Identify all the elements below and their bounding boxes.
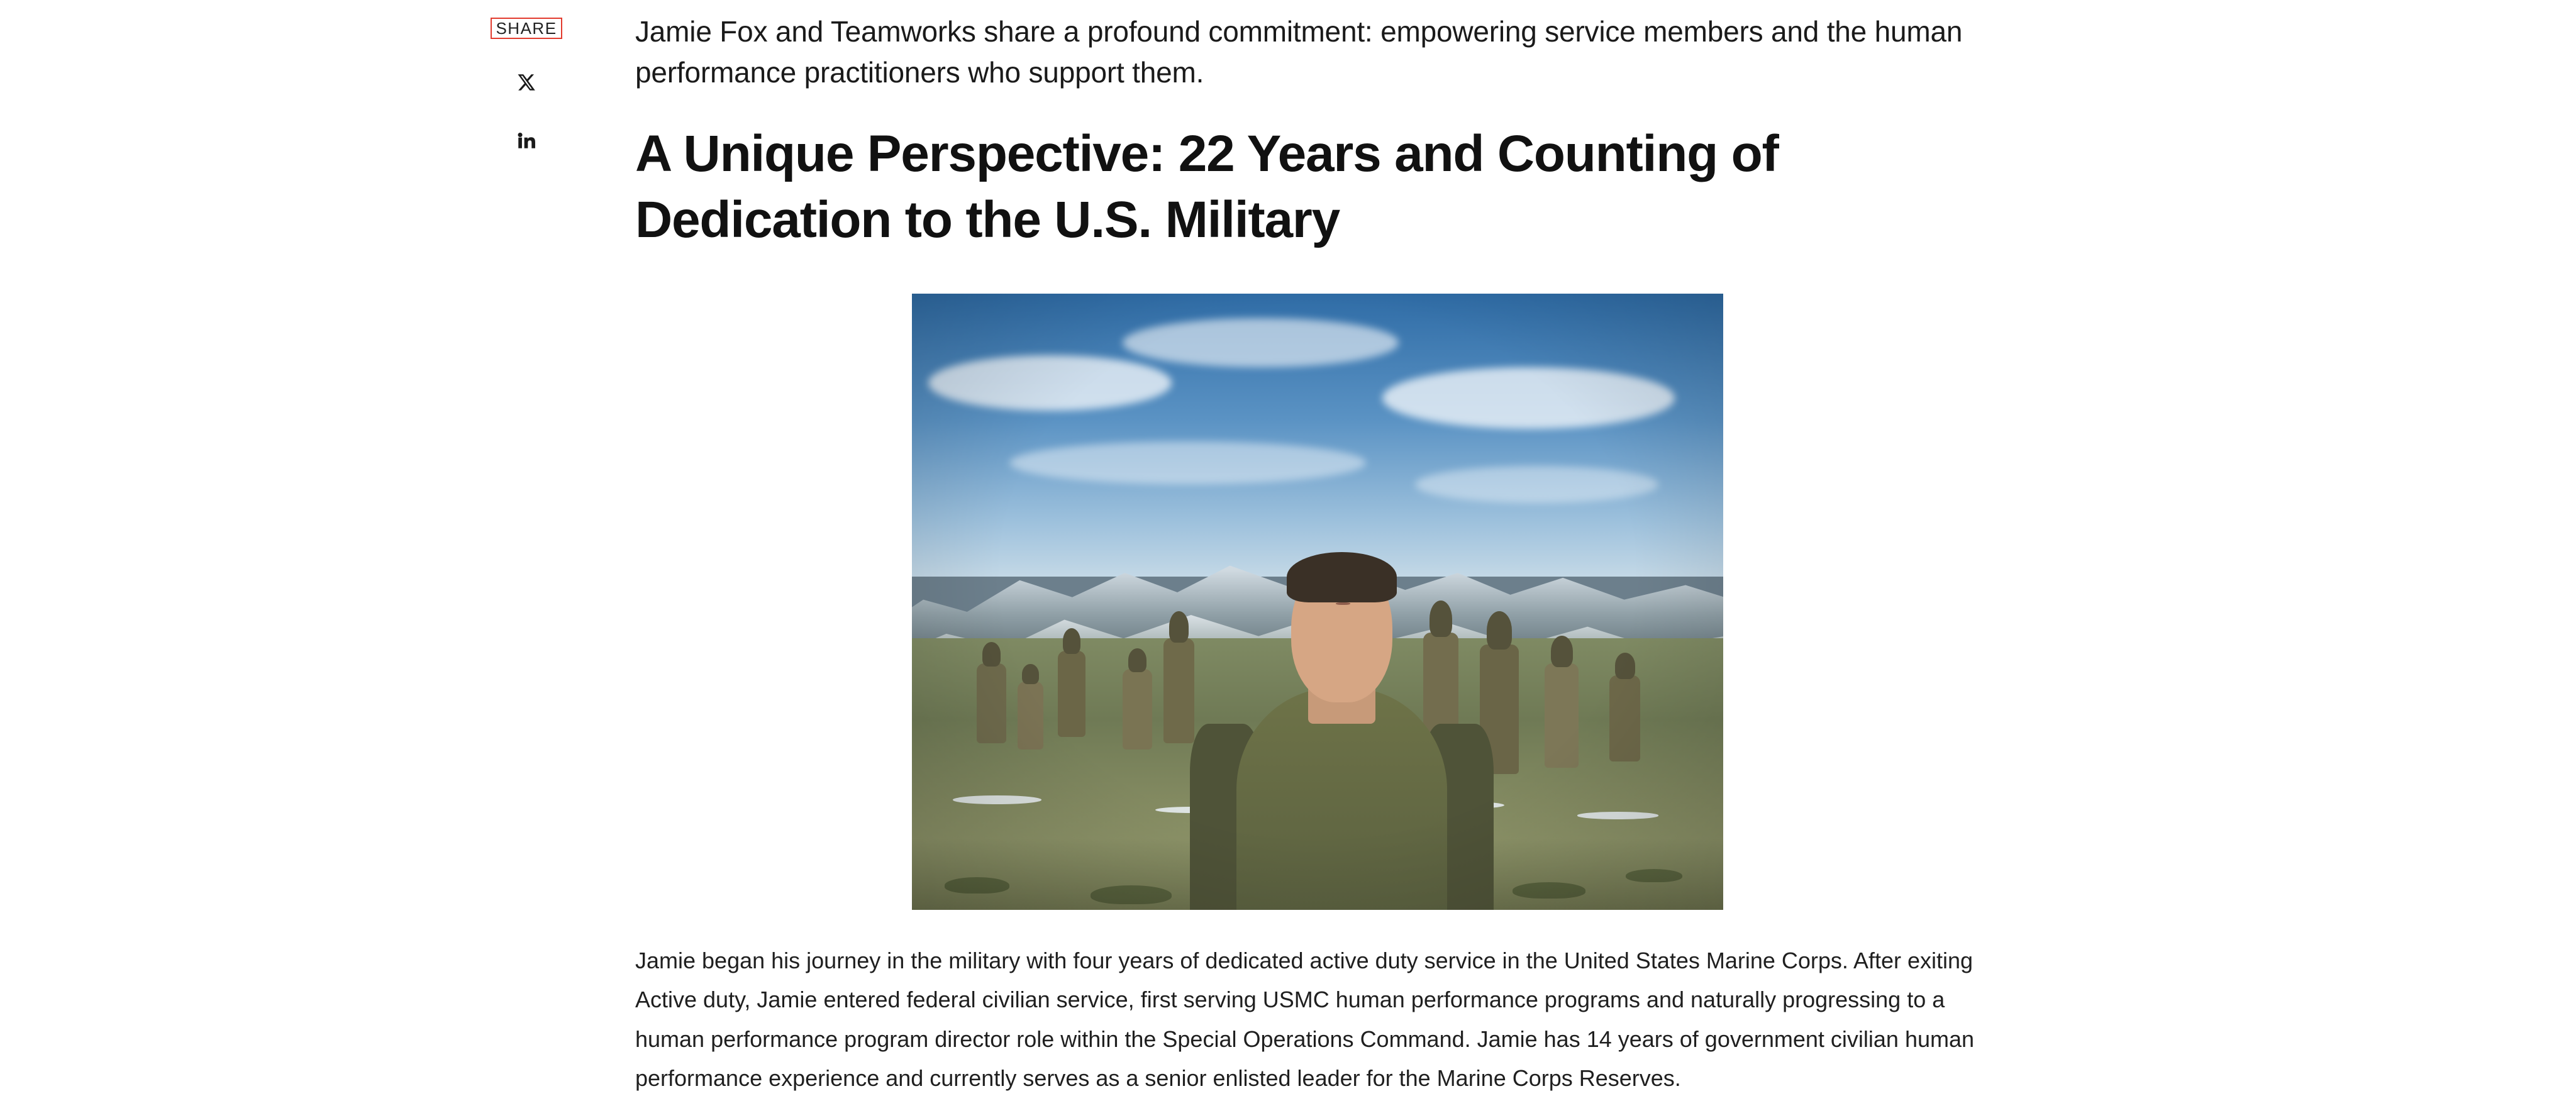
photo-cloud	[1123, 318, 1399, 367]
photo-background-troop	[1609, 675, 1640, 761]
photo-cloud	[928, 355, 1172, 411]
linkedin-icon[interactable]	[512, 126, 541, 155]
photo-snow-patch	[953, 795, 1042, 804]
article-column	[635, 0, 1994, 1099]
twitter-x-icon[interactable]	[512, 68, 541, 97]
article-body-paragraph: Jamie began his journey in the military with four years of dedicated active duty service in the United States Marine Corps. After exiting Active duty, Jamie entered federal civilian service, first serving USMC human performance programs and naturally progressing to a human performance program director role within the Special Operations Command. Jamie has 14 years of government civilian human performance experience and currently serves as a senior enlisted leader for the Marine Corps Reserves.	[635, 947, 1975, 1092]
page-title: A Unique Perspective: 22 Years and Counting of Dedication to the U.S. Military	[635, 125, 1779, 248]
article-photo	[912, 294, 1723, 910]
photo-snow-patch	[1577, 812, 1658, 819]
photo-background-troop	[977, 663, 1006, 743]
photo-background-troop	[1123, 669, 1152, 749]
photo-background-troop	[1018, 682, 1043, 750]
photo-background-troop	[1163, 638, 1194, 743]
photo-foreground-subject	[1236, 552, 1447, 909]
photo-cloud	[1382, 367, 1674, 429]
photo-background-troop	[1058, 651, 1085, 737]
photo-subject-hair	[1287, 552, 1396, 602]
article-deck: Jamie Fox and Teamworks share a profound commitment: empowering service members and the human performance practitioners who support them.	[635, 15, 1963, 89]
share-rail	[492, 18, 561, 155]
share-label: SHARE	[491, 18, 562, 39]
article-figure	[635, 294, 1994, 910]
photo-background-troop	[1545, 663, 1579, 768]
photo-subject-mouth	[1336, 602, 1350, 606]
